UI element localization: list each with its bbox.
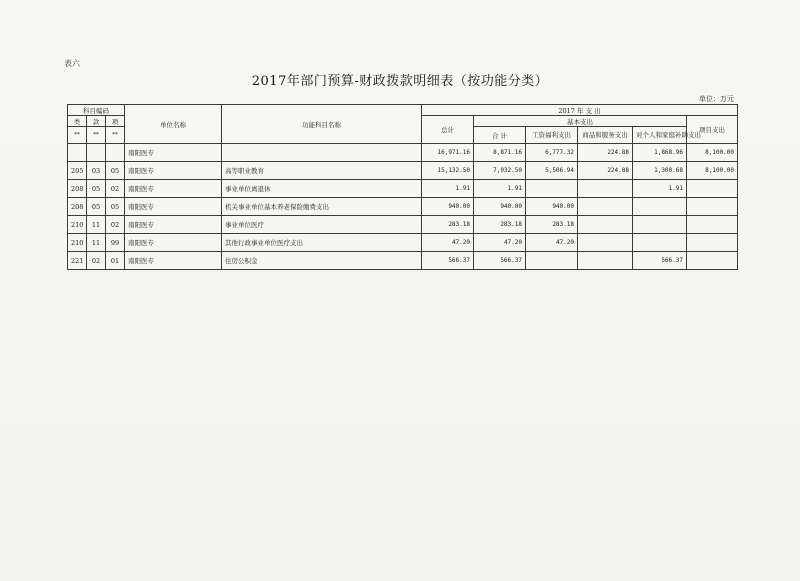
header-salary: 工资福利支出 bbox=[526, 127, 578, 144]
cell-personal: 566.37 bbox=[633, 252, 687, 270]
cell-function: 机关事业单位基本养老保险缴费支出 bbox=[222, 198, 422, 216]
cell-project bbox=[687, 198, 738, 216]
header-project: 项目支出 bbox=[687, 116, 738, 144]
cell-goods bbox=[578, 252, 633, 270]
header-total: 总计 bbox=[422, 116, 474, 144]
cell-unit: 南阳医专 bbox=[125, 234, 222, 252]
cell-lei: 205 bbox=[68, 162, 87, 180]
cell-xiang: 02 bbox=[106, 180, 125, 198]
cell-project: 8,100.00 bbox=[687, 162, 738, 180]
cell-subtotal: 8,871.16 bbox=[474, 144, 526, 162]
cell-xiang: 99 bbox=[106, 234, 125, 252]
header-goods: 商品和服务支出 bbox=[578, 127, 633, 144]
cell-unit: 南阳医专 bbox=[125, 144, 222, 162]
cell-personal: 1.91 bbox=[633, 180, 687, 198]
cell-goods bbox=[578, 198, 633, 216]
header-function-name: 功能科目名称 bbox=[222, 105, 422, 144]
cell-goods bbox=[578, 180, 633, 198]
cell-personal bbox=[633, 198, 687, 216]
cell-lei bbox=[68, 144, 87, 162]
header-mark-xiang: ** bbox=[106, 127, 125, 144]
cell-total: 47.20 bbox=[422, 234, 474, 252]
cell-salary: 283.18 bbox=[526, 216, 578, 234]
header-mark-lei: ** bbox=[68, 127, 87, 144]
cell-total: 15,132.50 bbox=[422, 162, 474, 180]
cell-salary: 940.00 bbox=[526, 198, 578, 216]
header-lei: 类 bbox=[68, 116, 87, 127]
cell-unit: 南阳医专 bbox=[125, 180, 222, 198]
header-subject-code: 科目编码 bbox=[68, 105, 125, 116]
cell-subtotal: 1.91 bbox=[474, 180, 526, 198]
table-row bbox=[68, 144, 738, 162]
table-row bbox=[68, 162, 738, 180]
cell-kuan: 02 bbox=[87, 252, 106, 270]
cell-kuan: 11 bbox=[87, 216, 106, 234]
cell-total: 1.91 bbox=[422, 180, 474, 198]
header-mark-kuan: ** bbox=[87, 127, 106, 144]
cell-xiang: 05 bbox=[106, 162, 125, 180]
page-title: 2017年部门预算-财政拨款明细表（按功能分类） bbox=[251, 74, 549, 89]
cell-xiang: 01 bbox=[106, 252, 125, 270]
cell-xiang: 02 bbox=[106, 216, 125, 234]
cell-project bbox=[687, 234, 738, 252]
cell-lei: 210 bbox=[68, 216, 87, 234]
table-row bbox=[68, 216, 738, 234]
cell-unit: 南阳医专 bbox=[125, 162, 222, 180]
cell-goods bbox=[578, 234, 633, 252]
cell-lei: 221 bbox=[68, 252, 87, 270]
cell-lei: 208 bbox=[68, 198, 87, 216]
cell-goods bbox=[578, 216, 633, 234]
table-row bbox=[68, 198, 738, 216]
cell-xiang: 05 bbox=[106, 198, 125, 216]
cell-salary: 6,777.32 bbox=[526, 144, 578, 162]
cell-unit: 南阳医专 bbox=[125, 198, 222, 216]
table-row bbox=[68, 180, 738, 198]
header-unit-name: 单位名称 bbox=[125, 105, 222, 144]
header-xiang: 项 bbox=[106, 116, 125, 127]
cell-salary bbox=[526, 252, 578, 270]
cell-function: 事业单位医疗 bbox=[222, 216, 422, 234]
header-year-expense: 2017 年 支 出 bbox=[422, 105, 738, 116]
cell-personal: 1,300.68 bbox=[633, 162, 687, 180]
header-subtotal: 合 计 bbox=[474, 127, 526, 144]
cell-kuan: 05 bbox=[87, 198, 106, 216]
cell-function: 事业单位离退休 bbox=[222, 180, 422, 198]
table-tag: 表六 bbox=[64, 59, 80, 68]
cell-project bbox=[687, 216, 738, 234]
cell-salary: 5,506.94 bbox=[526, 162, 578, 180]
header-kuan: 款 bbox=[87, 116, 106, 127]
cell-function: 高等职业教育 bbox=[222, 162, 422, 180]
cell-salary bbox=[526, 180, 578, 198]
cell-kuan bbox=[87, 144, 106, 162]
cell-kuan: 11 bbox=[87, 234, 106, 252]
cell-project bbox=[687, 180, 738, 198]
cell-function: 其他行政事业单位医疗支出 bbox=[222, 234, 422, 252]
cell-subtotal: 566.37 bbox=[474, 252, 526, 270]
cell-function bbox=[222, 144, 422, 162]
cell-project: 8,100.00 bbox=[687, 144, 738, 162]
cell-goods: 224.88 bbox=[578, 162, 633, 180]
cell-total: 566.37 bbox=[422, 252, 474, 270]
cell-total: 940.00 bbox=[422, 198, 474, 216]
unit-label: 单位：万元 bbox=[699, 95, 734, 103]
cell-personal bbox=[633, 234, 687, 252]
cell-personal: 1,868.96 bbox=[633, 144, 687, 162]
cell-lei: 208 bbox=[68, 180, 87, 198]
cell-subtotal: 283.18 bbox=[474, 216, 526, 234]
header-personal: 对个人和家庭补助支出 bbox=[633, 127, 687, 144]
cell-kuan: 03 bbox=[87, 162, 106, 180]
cell-total: 283.18 bbox=[422, 216, 474, 234]
cell-goods: 224.88 bbox=[578, 144, 633, 162]
cell-personal bbox=[633, 216, 687, 234]
cell-total: 16,971.16 bbox=[422, 144, 474, 162]
cell-lei: 210 bbox=[68, 234, 87, 252]
cell-unit: 南阳医专 bbox=[125, 252, 222, 270]
cell-subtotal: 47.20 bbox=[474, 234, 526, 252]
cell-subtotal: 7,032.50 bbox=[474, 162, 526, 180]
cell-unit: 南阳医专 bbox=[125, 216, 222, 234]
cell-xiang bbox=[106, 144, 125, 162]
budget-table bbox=[67, 104, 738, 270]
cell-function: 住房公积金 bbox=[222, 252, 422, 270]
cell-kuan: 05 bbox=[87, 180, 106, 198]
cell-subtotal: 940.00 bbox=[474, 198, 526, 216]
cell-salary: 47.20 bbox=[526, 234, 578, 252]
header-basic: 基本支出 bbox=[474, 116, 687, 127]
cell-project bbox=[687, 252, 738, 270]
table-row bbox=[68, 252, 738, 270]
table-row bbox=[68, 234, 738, 252]
